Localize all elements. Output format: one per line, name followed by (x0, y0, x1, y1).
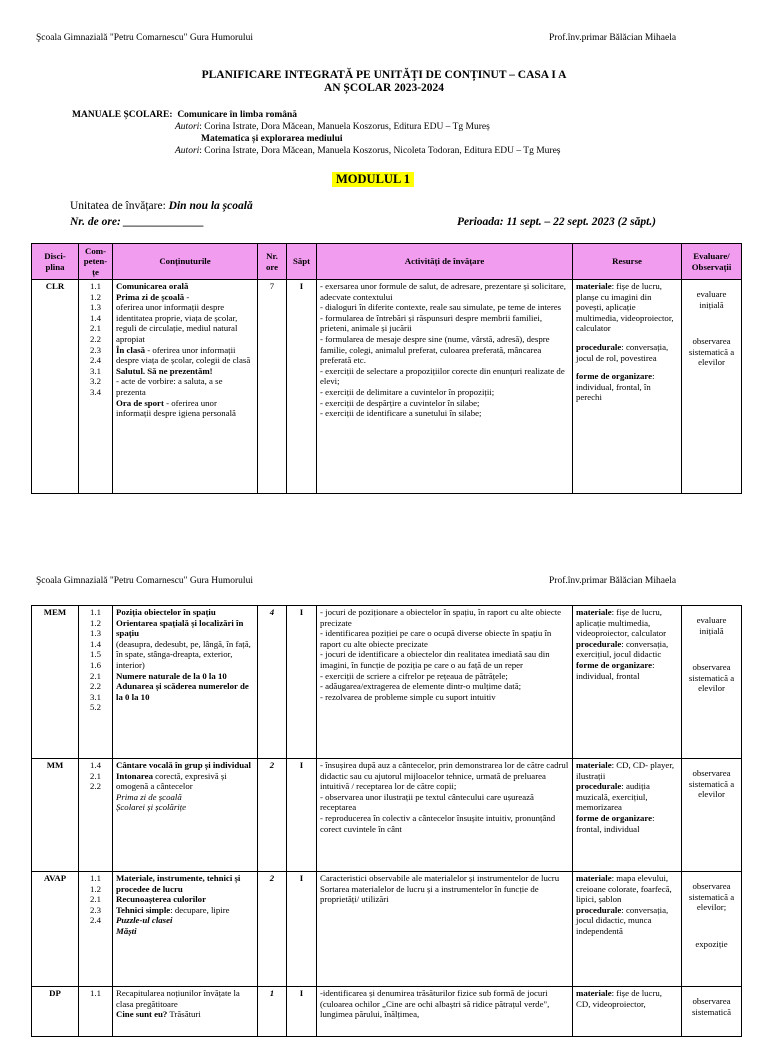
resource-text: : conversația, jocul de rol, povestirea (576, 341, 669, 363)
resource-item (576, 371, 678, 403)
evaluation-item: observarea sistematică a elevilor (688, 662, 735, 694)
competence-code: 2.1 (90, 894, 101, 905)
resource-label: materiale (576, 760, 612, 770)
content-cell (113, 606, 258, 759)
unit-value: Din nou la școală (168, 200, 253, 212)
activities-cell (317, 606, 573, 759)
week-cell: I (287, 606, 317, 759)
resource-item (576, 607, 678, 639)
school-year-title: AN ȘCOLAR 2023-2024 (323, 82, 445, 94)
content-item (116, 639, 254, 671)
competence-code: 1.4 (90, 760, 101, 770)
discipline-cell: CLR (32, 280, 79, 494)
activity-item: - jocuri de poziționare a obiectelor în spațiu, în raport cu alte obiecte precizate (320, 607, 562, 628)
header-nr-ore: Nr. ore (258, 244, 287, 280)
resource-item (576, 988, 678, 1009)
evaluation-item: expoziție (695, 938, 728, 949)
activity-item: - reproducerea în colectiv a cântecelor însușite intuitiv, pronunțând corect cuvintele în cânt (320, 812, 556, 834)
competence-code: 2.3 (90, 904, 101, 915)
unit-line (70, 200, 253, 212)
content-item (116, 366, 254, 377)
week-cell: I (287, 759, 317, 872)
table-header-row (32, 244, 742, 280)
content-text: Tehnici simple (116, 904, 171, 915)
resource-text: : mapa elevului, creioane colorate, foarfecă, lipici, șablon (576, 873, 672, 905)
manual-title-1: Comunicare în limba română (177, 110, 298, 120)
activity-item: - rezolvarea de probleme simple cu suport intuitiv (320, 691, 496, 702)
resources-cell (573, 606, 682, 759)
content-tail: : decupare, lipire (170, 904, 230, 915)
week-cell: I (287, 987, 317, 1037)
competence-code: 1.1 (90, 873, 101, 883)
competence-code: 2.2 (90, 781, 101, 792)
activities-cell (317, 872, 573, 987)
competence-code: 3.1 (90, 365, 101, 376)
teacher-name-header: Prof.înv.primar Bălăcian Mihaela (549, 33, 677, 43)
content-text: Adunarea și scăderea numerelor de la 0 la 10 (116, 681, 249, 702)
competence-code: 1.2 (90, 617, 101, 628)
activity-item: Caracteristici observabile ale materialelor și instrumentelor de lucru (320, 873, 560, 883)
content-text: Salutul. Să ne prezentăm! (116, 365, 213, 376)
activity-item: - exerciții de delimitare a cuvintelor în propoziții; (320, 386, 495, 397)
table-row-clr (32, 280, 742, 494)
competence-code: 2.2 (90, 681, 101, 692)
content-item (116, 302, 254, 344)
activity-item: - exerciții de despărțire a cuvintelor în silabe; (320, 397, 480, 408)
manuale-line-1 (72, 110, 297, 121)
header-competente: Com-peten-țe (79, 244, 113, 280)
discipline-cell: DP (32, 987, 79, 1037)
content-text: Puzzle-ul clasei (116, 915, 173, 926)
content-item (116, 802, 254, 813)
week-cell: I (287, 872, 317, 987)
evaluation-cell (682, 280, 742, 494)
hours-label: Nr. de ore: (70, 216, 121, 228)
competences-cell (79, 759, 113, 872)
resource-text: : audiția muzicală, exercițiul, memorizarea (576, 781, 650, 813)
period-line (457, 216, 656, 228)
content-text: Recunoașterea culorilor (116, 894, 206, 905)
resources-cell (573, 759, 682, 872)
content-item (116, 671, 254, 682)
resource-label: materiale (576, 988, 612, 998)
evaluation-item: observarea sistematică (691, 996, 732, 1017)
resource-text: : individual, frontal (576, 659, 655, 681)
header-resurse: Resurse (573, 244, 682, 280)
competence-code: 1.3 (90, 302, 101, 313)
document-title: PLANIFICARE INTEGRATĂ PE UNITĂȚI DE CONȚINUT – CASA I A (201, 69, 567, 81)
content-cell (113, 280, 258, 494)
discipline-cell: MM (32, 759, 79, 872)
content-item (116, 873, 254, 894)
teacher-name-header-page2: Prof.înv.primar Bălăcian Mihaela (549, 576, 677, 586)
competence-code: 2.4 (90, 915, 101, 926)
competence-code: 1.1 (90, 988, 101, 998)
competence-code: 1.4 (90, 638, 101, 649)
content-item (116, 894, 254, 905)
competence-code: 2.3 (90, 344, 101, 355)
evaluation-cell (682, 606, 742, 759)
resources-cell (573, 987, 682, 1037)
activity-item: - adăugarea/extragerea de elemente dintr-o mulțime dată; (320, 681, 522, 692)
resource-item (576, 873, 678, 905)
content-tail: - oferirea unor informații despre igiena personală (116, 397, 236, 419)
evaluation-item: observarea sistematică a elevilor (688, 336, 735, 368)
resource-item (576, 813, 678, 834)
content-text: - acte de vorbire: a saluta, a se prezenta (116, 376, 223, 397)
resource-label: forme de organizare (576, 812, 653, 823)
plan-table-page2 (31, 605, 742, 1037)
content-text: Recapitularea noțiunilor învățate la clasa pregătitoare (116, 988, 240, 1009)
content-tail: Trăsături (167, 1009, 201, 1020)
resource-label: procedurale (576, 638, 622, 649)
hours-cell: 1 (258, 987, 287, 1037)
activity-item: -identificarea și denumirea trăsăturilor fizice sub formă de jocuri (culoarea ochilor „Cine are ochi albaștri să ridice pătrațul verde", lungimea părului, înălțimea, (320, 988, 550, 1020)
resource-label: materiale (576, 873, 612, 883)
competences-cell (79, 606, 113, 759)
competence-code: 3.1 (90, 691, 101, 702)
content-item (116, 607, 254, 618)
period-text: Perioada: 11 sept. – 22 sept. 2023 (2 săpt.) (457, 216, 656, 228)
content-cell (113, 759, 258, 872)
competence-code: 2.4 (90, 355, 101, 366)
content-item (116, 292, 254, 303)
manuale-line-2 (201, 134, 343, 145)
hours-cell: 2 (258, 872, 287, 987)
content-text: Ora de sport (116, 397, 164, 408)
content-text: Măști (116, 925, 137, 936)
content-item (116, 905, 254, 916)
resource-item (576, 342, 678, 363)
competence-code: 1.3 (90, 628, 101, 639)
activity-item: - însușirea după auz a cântecelor, prin demonstrarea lor de către cadrul didactic sau cu ajutorul mijloacelor tehnice, urmată de preluarea intuitivă / receptarea lor de către copii; (320, 760, 569, 792)
content-item (116, 792, 254, 803)
resource-text: : fișe de lucru, aplicație multimedia, videoproiector, calculator (576, 607, 667, 639)
evaluation-item: observarea sistematică a elevilor; (688, 881, 735, 913)
content-cell (113, 987, 258, 1037)
manuale-label: MANUALE ȘCOLARE: (72, 110, 173, 120)
school-name-header: Şcoala Gimnazială "Petru Comarnescu" Gura Humorului (36, 33, 253, 43)
content-item (116, 618, 254, 639)
activity-item: - exersarea unor formule de salut, de adresare, prezentare și solicitare, adecvate contextului (320, 281, 566, 302)
competence-code: 2.1 (90, 323, 101, 334)
competence-code: 1.4 (90, 312, 101, 323)
competence-code: 1.2 (90, 883, 101, 894)
content-text: În clasă (116, 344, 146, 355)
resource-label: materiale (576, 281, 612, 291)
activity-item: - dialoguri în diferite contexte, reale sau simulate, pe teme de interes (320, 302, 562, 313)
manuale-authors-2 (175, 146, 560, 157)
competence-code: 1.1 (90, 607, 101, 617)
content-item (116, 376, 254, 397)
resource-text: : conversația, exercițiul, jocul didactic (576, 638, 669, 660)
plan-table-page1 (31, 243, 742, 494)
resource-item (576, 660, 678, 681)
resources-cell (573, 872, 682, 987)
evaluation-item: observarea sistematică a elevilor (688, 768, 735, 800)
content-item (116, 281, 254, 292)
content-text: Poziția obiectelor în spațiu (116, 607, 216, 617)
spacer (576, 334, 678, 342)
school-name-header-page2: Şcoala Gimnazială "Petru Comarnescu" Gura Humorului (36, 576, 253, 586)
competences-cell (79, 987, 113, 1037)
activities-cell (317, 987, 573, 1037)
resource-text: : fișe de lucru, planșe cu imagini din povești, aplicație multimedia, videoproiector, calculator (576, 281, 674, 334)
header-evaluare: Evaluare/ Observații (682, 244, 742, 280)
content-text: Comunicarea orală (116, 281, 189, 291)
resource-text: : frontal, individual (576, 812, 655, 834)
header-disciplina: Disci-plina (32, 244, 79, 280)
competence-code: 1.1 (90, 281, 101, 291)
week-cell: I (287, 280, 317, 494)
content-item (116, 1009, 254, 1020)
competence-code: 3.4 (90, 386, 101, 397)
resource-item (576, 639, 678, 660)
resource-label: forme de organizare (576, 659, 653, 670)
activities-cell (317, 280, 573, 494)
hours-line (70, 216, 204, 228)
evaluation-cell (682, 987, 742, 1037)
table-row-mm (32, 759, 742, 872)
content-item (116, 988, 254, 1009)
discipline-cell: MEM (32, 606, 79, 759)
activity-item: - exerciții de selectare a propozițiilor corecte din enunțuri realizate de elevi; (320, 365, 565, 387)
competence-code: 1.5 (90, 649, 101, 660)
activity-item: - exerciții de scriere a cifrelor pe rețeaua de pătrățele; (320, 670, 508, 681)
table-row-mem (32, 606, 742, 759)
content-text: (deasupra, dedesubt, pe, lângă, în față, în spate, stânga-dreapta, exterior, interior) (116, 638, 251, 670)
content-text: Cântare vocală în grup și individual (116, 760, 251, 770)
content-text: oferirea unor informații despre identitatea proprie, viața de școlar, reguli de circulație, mediul natural apropiat (116, 302, 238, 344)
hours-cell: 7 (258, 280, 287, 494)
evaluation-cell (682, 759, 742, 872)
content-tail: - oferirea unor informații despre viața de școlar, colegii de clasă (116, 344, 251, 366)
resource-item (576, 281, 678, 334)
manual-title-2: Matematica și explorarea mediului (201, 134, 343, 144)
spacer (576, 363, 678, 371)
authors-label-1: Autori (175, 122, 200, 132)
discipline-cell: AVAP (32, 872, 79, 987)
table-row-dp (32, 987, 742, 1037)
resource-text: : conversația, jocul didactic, munca independentă (576, 904, 669, 936)
header-activitati: Activități de învățare (317, 244, 573, 280)
resource-label: forme de organizare (576, 371, 653, 382)
authors-text-1: : Corina Istrate, Dora Măcean, Manuela Koszorus, Editura EDU – Tg Mureș (199, 122, 490, 132)
resource-label: procedurale (576, 781, 622, 792)
content-text: Orientarea spațială și localizări în spațiu (116, 617, 244, 639)
content-cell (113, 872, 258, 987)
activity-item: - formularea de întrebări și răspunsuri despre membrii familiei, prieteni, animale și jucării (320, 312, 543, 334)
hours-cell: 4 (258, 606, 287, 759)
content-item (116, 398, 254, 419)
unit-label: Unitatea de învățare: (70, 200, 166, 212)
content-text: Școlarei și școlărițe (116, 802, 187, 813)
activity-item: - identificarea poziției pe care o ocupă diverse obiecte în spațiu în raport cu alte obiecte precizate (320, 628, 552, 649)
content-item (116, 771, 254, 792)
resource-label: procedurale (576, 341, 622, 352)
competence-code: 5.2 (90, 702, 101, 713)
activity-item: - jocuri de identificare a obiectelor din realitatea imediată sau din imagini, în funcție de poziția pe care o au față de un reper (320, 649, 550, 670)
resource-item (576, 760, 678, 781)
content-text: Materiale, instrumente, tehnici și procedee de lucru (116, 873, 241, 894)
resource-item (576, 905, 678, 937)
content-item (116, 681, 254, 702)
competences-cell (79, 280, 113, 494)
hours-value: ______________ (123, 216, 205, 228)
manuale-authors-1 (175, 122, 490, 133)
content-tail: - (184, 291, 190, 302)
activity-item: - formularea de mesaje despre sine (nume, vârstă, adresă), despre familie, colegi, animalul preferat, culoarea preferată, mâncarea preferată etc. (320, 333, 550, 366)
content-text: Prima zi de școală (116, 291, 185, 302)
competence-code: 2.1 (90, 670, 101, 681)
header-continuturi: Conținuturile (113, 244, 258, 280)
content-item (116, 915, 254, 926)
resource-item (576, 781, 678, 813)
content-item (116, 760, 254, 771)
content-tail: corectă, expresivă și omogenă a cântecelor (116, 770, 227, 792)
evaluation-item: evaluare inițială (696, 615, 727, 636)
activity-item: - observarea unor ilustrații pe textul cântecului care ușurează receptarea (320, 791, 534, 813)
content-item (116, 926, 254, 937)
activity-item: Sortarea materialelor de lucru și a instrumentelor în funcție de proprietăți/ utilizări (320, 883, 539, 905)
content-text: Cine sunt eu? (116, 1009, 168, 1020)
authors-label-2: Autori (175, 146, 200, 156)
activities-cell (317, 759, 573, 872)
evaluation-cell (682, 872, 742, 987)
evaluation-item: evaluare inițială (696, 289, 727, 310)
content-text: Prima zi de școală (116, 791, 182, 802)
header-sapt: Săpt (287, 244, 317, 280)
content-text: Intonarea (116, 770, 153, 781)
activity-item: - exerciții de identificare a sunetului în silabe; (320, 408, 482, 419)
resources-cell (573, 280, 682, 494)
module-heading: MODULUL 1 (332, 172, 414, 187)
resource-text: : individual, frontal, în perechi (576, 371, 655, 403)
table-row-avap (32, 872, 742, 987)
resource-label: materiale (576, 607, 612, 617)
resource-text: : fișe de lucru, CD, videoproiector, (576, 988, 662, 1009)
content-text: Numere naturale de la 0 la 10 (116, 670, 227, 681)
resource-text: : CD, CD- player, ilustrații (576, 760, 675, 781)
resource-label: procedurale (576, 904, 622, 915)
competence-code: 3.2 (90, 376, 101, 387)
content-item (116, 345, 254, 366)
authors-text-2: : Corina Istrate, Dora Măcean, Manuela Koszorus, Nicoleta Todoran, Editura EDU – Tg Mureș (199, 146, 561, 156)
competence-code: 2.1 (90, 770, 101, 781)
competence-code: 1.2 (90, 291, 101, 302)
competence-code: 1.6 (90, 659, 101, 670)
hours-cell: 2 (258, 759, 287, 872)
competences-cell (79, 872, 113, 987)
competence-code: 2.2 (90, 333, 101, 344)
